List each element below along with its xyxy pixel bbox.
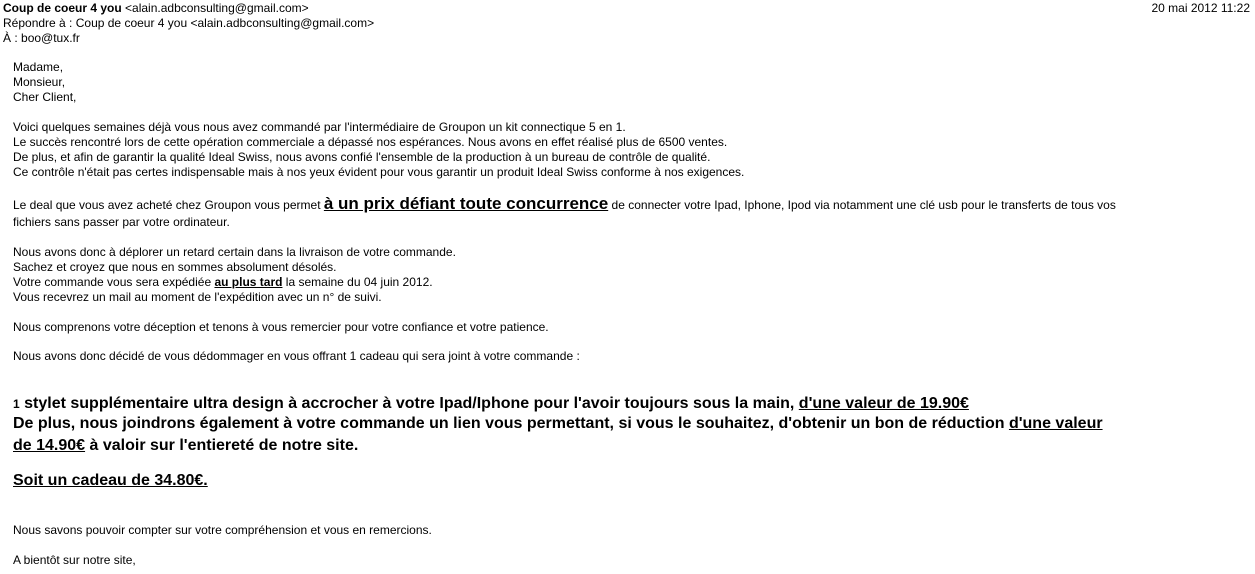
- gift-line: [13, 394, 969, 414]
- paragraph-line: De plus, et afin de garantir la qualité Ideal Swiss, nous avons confié l'ensemble de la production à un bureau de contrôle de qualité.: [13, 150, 711, 164]
- deal-emphasis: à un prix défiant toute concurrence: [323, 194, 609, 213]
- closing-line: Nous savons pouvoir compter sur votre compréhension et vous en remercions.: [13, 523, 432, 537]
- gift-number: 1: [13, 397, 20, 411]
- to-line: [3, 31, 80, 46]
- shipping-text-post: la semaine du 04 juin 2012.: [282, 275, 433, 289]
- bonus-text-post: à valoir sur l'entiereté de notre site.: [85, 437, 359, 454]
- reply-to-label: Répondre à :: [3, 16, 73, 30]
- bonus-value-part2: de 14.90€: [13, 437, 86, 454]
- bonus-line-2: [13, 436, 358, 456]
- reply-to-value[interactable]: Coup de coeur 4 you <alain.adbconsulting@gmail.com>: [75, 16, 375, 30]
- greeting-line: Madame,: [13, 60, 64, 74]
- bonus-text: De plus, nous joindrons également à votre commande un lien vous permettant, si vous le souhaitez, d'obtenir un bon de réduction: [13, 415, 1009, 432]
- from-line: [3, 1, 309, 16]
- total-line: [13, 471, 208, 491]
- to-label: À :: [3, 31, 18, 45]
- shipping-text-pre: Votre commande vous sera expédiée: [13, 275, 215, 289]
- delay-line: Nous avons donc à déplorer un retard certain dans la livraison de votre commande.: [13, 245, 456, 259]
- bonus-value-part1: d'une valeur: [1008, 415, 1103, 432]
- sender-email[interactable]: <alain.adbconsulting@gmail.com>: [125, 1, 309, 15]
- deal-line: [13, 194, 1116, 215]
- reply-to-line: [3, 16, 374, 31]
- gift-value: d'une valeur de 19.90€: [798, 395, 969, 412]
- total-gift-value: Soit un cadeau de 34.80€.: [13, 472, 208, 489]
- to-value[interactable]: boo@tux.fr: [21, 31, 80, 45]
- signoff-line: A bientôt sur notre site,: [13, 553, 136, 567]
- paragraph-line: Voici quelques semaines déjà vous nous avez commandé par l'intermédiaire de Groupon un kit connectique 5 en 1.: [13, 120, 626, 134]
- apology-line: Sachez et croyez que nous en sommes absolument désolés.: [13, 260, 337, 274]
- deal-line-2: fichiers sans passer par votre ordinateur.: [13, 215, 230, 229]
- gift-text: stylet supplémentaire ultra design à accrocher à votre Ipad/Iphone pour l'avoir toujours sous la main,: [19, 395, 799, 412]
- sender-name: Coup de coeur 4 you: [3, 1, 122, 15]
- greeting-line: Monsieur,: [13, 75, 66, 89]
- thanks-line: Nous comprenons votre déception et tenons à vous remercier pour votre confiance et votre patience.: [13, 320, 549, 334]
- gift-intro-line: Nous avons donc décidé de vous dédommager en vous offrant 1 cadeau qui sera joint à votre commande :: [13, 349, 580, 363]
- shipping-emphasis: au plus tard: [214, 275, 283, 289]
- deal-text-post: de connecter votre Ipad, Iphone, Ipod via notamment une clé usb pour le transferts de tous vos: [608, 198, 1116, 212]
- shipping-line: [13, 275, 433, 290]
- greeting-line: Cher Client,: [13, 90, 77, 104]
- message-date: 20 mai 2012 11:22: [1151, 1, 1250, 15]
- deal-text-pre: Le deal que vous avez acheté chez Groupon vous permet: [13, 198, 324, 212]
- paragraph-line: Ce contrôle n'était pas certes indispensable mais à nos yeux évident pour vous garantir un produit Ideal Swiss conforme à nos exigences.: [13, 165, 745, 179]
- tracking-line: Vous recevrez un mail au moment de l'expédition avec un n° de suivi.: [13, 290, 382, 304]
- paragraph-line: Le succès rencontré lors de cette opération commerciale a dépassé nos espérances. Nous avons en effet réalisé plus de 6500 ventes.: [13, 135, 728, 149]
- bonus-line: [13, 414, 1103, 434]
